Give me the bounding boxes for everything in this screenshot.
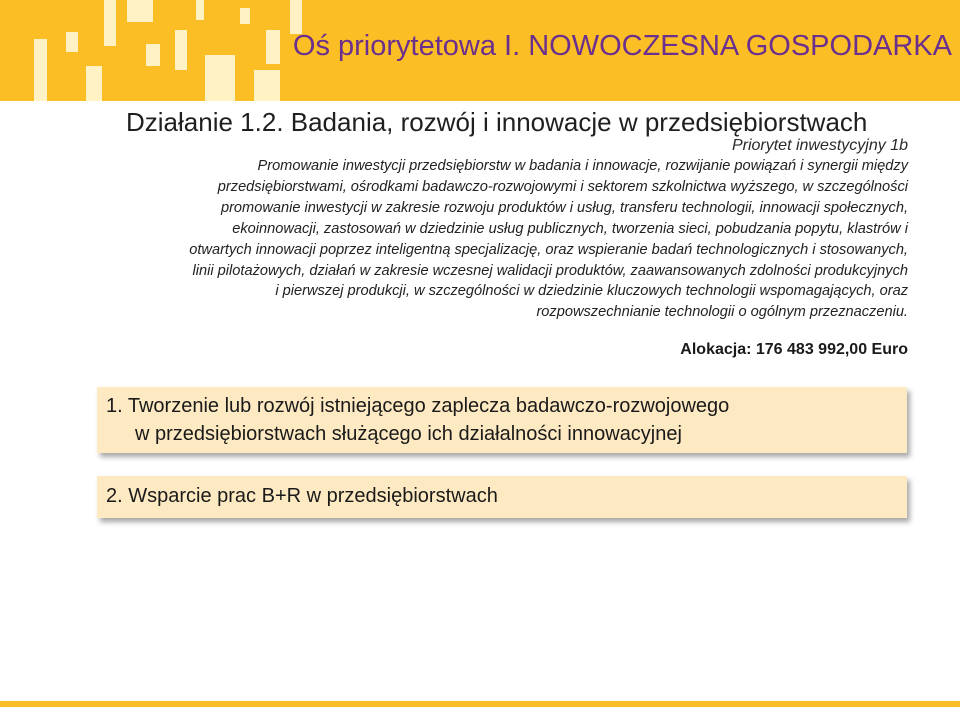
- banner-decoration: [34, 39, 47, 101]
- description-line: promowanie inwestycji w zakresie rozwoju produktów i usług, transferu technologii, innowacji społecznych,: [220, 199, 908, 216]
- banner-decoration: [266, 30, 280, 64]
- description-line: rozpowszechnianie technologii o ogólnym przeznaczeniu.: [536, 304, 908, 321]
- banner-decoration: [146, 44, 160, 66]
- banner-decoration: [254, 70, 280, 101]
- banner-decoration: [196, 0, 204, 20]
- description-line: i pierwszej produkcji, w szczególności w dziedzinie kluczowych technologii wspomagających, oraz: [275, 283, 908, 300]
- banner-title: Oś priorytetowa I. NOWOCZESNA GOSPODARKA: [292, 30, 952, 62]
- measure-box-2: [97, 476, 907, 518]
- description-line: linii pilotażowych, działań w zakresie wczesnej walidacji produktów, zaawansowanych zdolności produkcyjnych: [192, 262, 908, 279]
- banner-decoration: [104, 0, 116, 46]
- description-line: ekoinnowacji, zastosowań w dziedzinie usług publicznych, tworzenia sieci, pobudzania popytu, klastrów i: [232, 220, 908, 237]
- bottom-accent-line: [0, 701, 960, 707]
- banner-decoration: [127, 0, 153, 22]
- priority-label: Priorytet inwestycyjny 1b: [731, 137, 908, 154]
- measure-box-1: [97, 387, 907, 453]
- banner-decoration: [86, 66, 102, 101]
- action-title: Działanie 1.2. Badania, rozwój i innowacje w przedsiębiorstwach: [126, 107, 868, 137]
- allocation-amount: Alokacja: 176 483 992,00 Euro: [680, 341, 908, 358]
- banner-decoration: [205, 55, 235, 101]
- measure-1-line-2: w przedsiębiorstwach służącego ich działalności innowacyjnej: [135, 423, 682, 445]
- measure-2-line-1: 2. Wsparcie prac B+R w przedsiębiorstwach: [106, 485, 498, 507]
- banner-decoration: [66, 32, 78, 52]
- banner-decoration: [290, 0, 302, 34]
- description-line: otwartych innowacji poprzez inteligentną specjalizację, oraz wspieranie badań technologicznych i stosowanych,: [189, 241, 908, 258]
- priority-description: [60, 156, 908, 323]
- banner-decoration: [240, 8, 250, 24]
- description-line: Promowanie inwestycji przedsiębiorstw w badania i innowacje, rozwijanie powiązań i synergii między: [257, 158, 908, 174]
- measure-1-line-1: 1. Tworzenie lub rozwój istniejącego zaplecza badawczo-rozwojowego: [106, 395, 730, 417]
- header-banner: [0, 0, 960, 101]
- banner-decoration: [175, 30, 187, 70]
- description-line: przedsiębiorstwami, ośrodkami badawczo-rozwojowymi i sektorem szkolnictwa wyższego, w szczególności: [217, 178, 908, 195]
